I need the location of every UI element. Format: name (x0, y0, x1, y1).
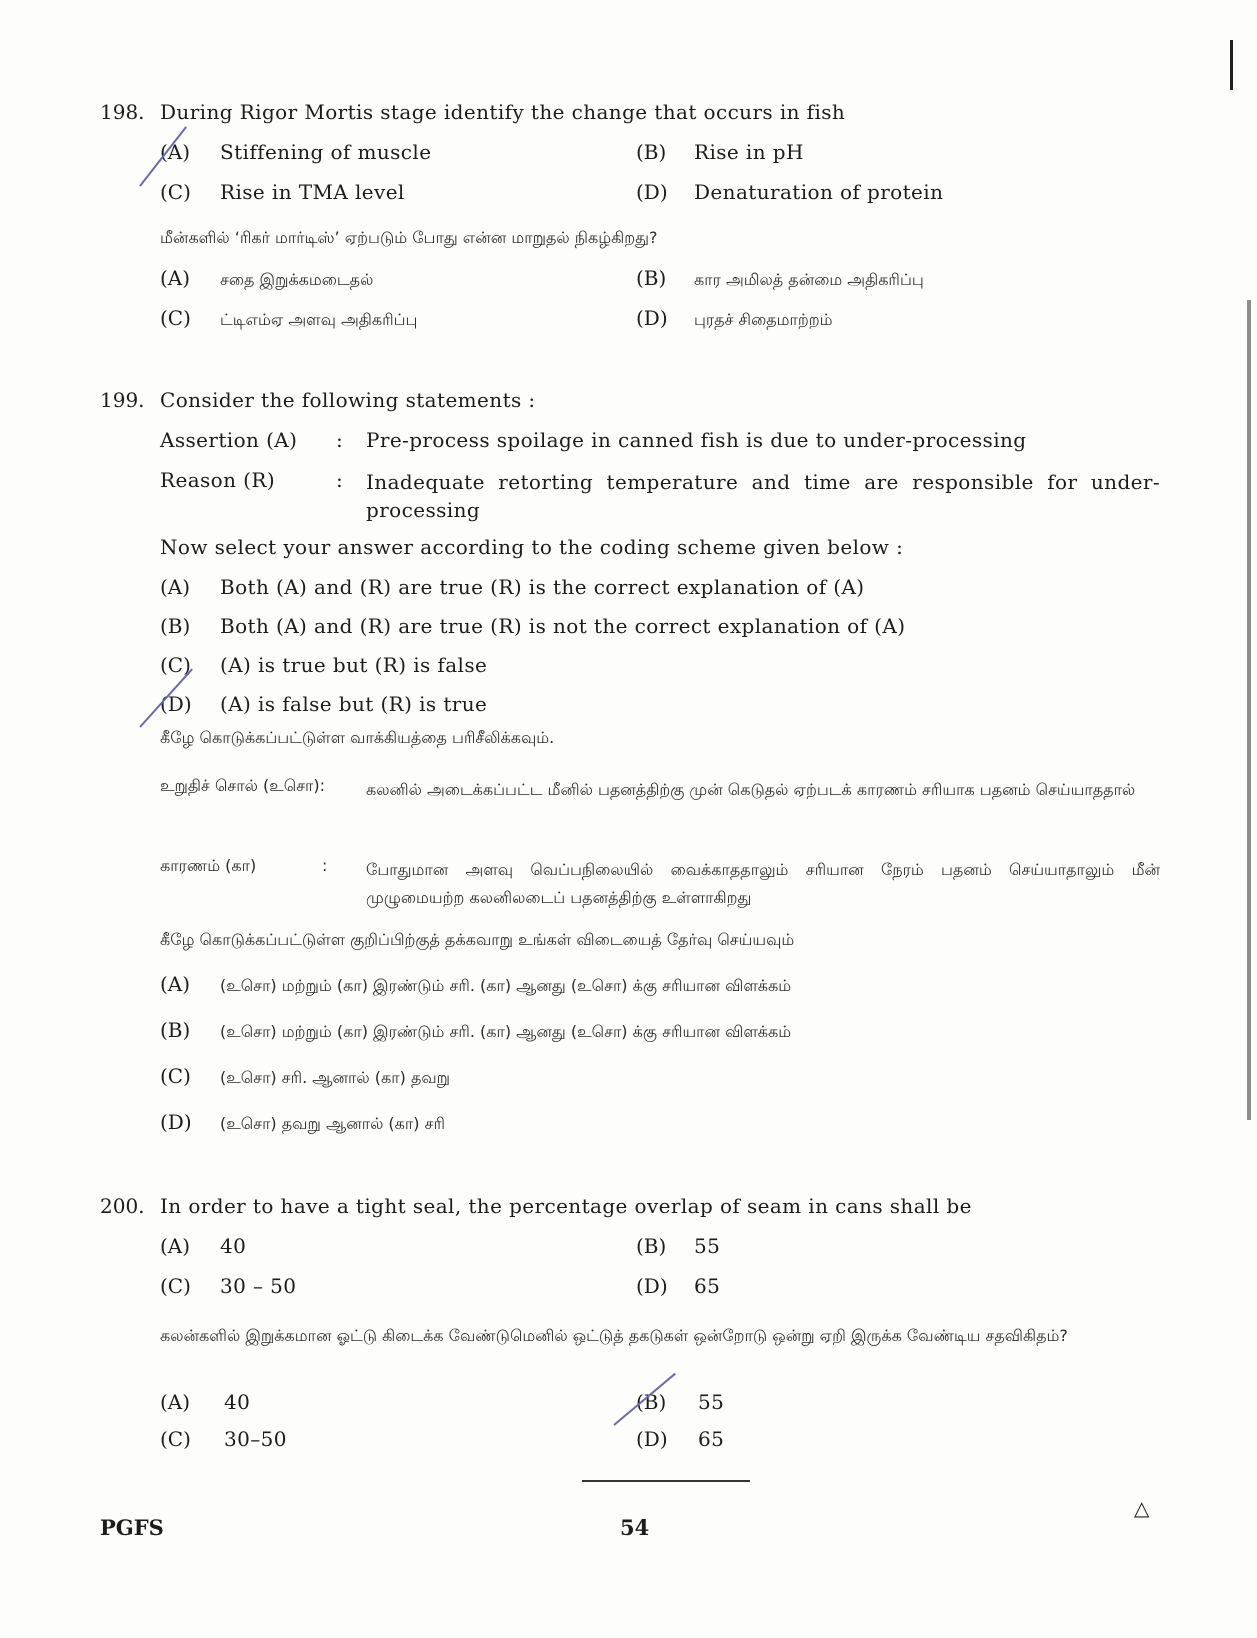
option-label: (D) (160, 692, 192, 716)
tamil-intro: கீழே கொடுக்கப்பட்டுள்ள வாக்கியத்தை பரிசீலிக்கவும். (160, 728, 555, 747)
question-number: 199. (100, 388, 145, 412)
option-text: Both (A) and (R) are true (R) is the correct explanation of (A) (220, 575, 865, 599)
option-text: 40 (224, 1390, 251, 1414)
option-label: (A) (160, 1390, 191, 1414)
assertion-label: Assertion (A) (160, 428, 298, 452)
option-label: (B) (636, 266, 667, 290)
tamil-option-text: சதை இறுக்கமடைதல் (220, 270, 374, 289)
colon: : (336, 428, 344, 452)
assertion-text: Pre-process spoilage in canned fish is due to under-processing (366, 428, 1027, 452)
question-number: 200. (100, 1194, 145, 1218)
question-text: Consider the following statements : (160, 388, 536, 412)
scan-edge-mark (1230, 40, 1233, 90)
page-number: 54 (620, 1515, 650, 1540)
triangle-icon: △ (1134, 1496, 1150, 1520)
question-text: In order to have a tight seal, the percentage overlap of seam in cans shall be (160, 1194, 972, 1218)
option-label: (C) (160, 306, 191, 330)
colon: : (336, 468, 344, 492)
option-label: (A) (160, 972, 191, 996)
question-text: During Rigor Mortis stage identify the change that occurs in fish (160, 100, 846, 124)
tamil-option-text: புரதச் சிதைமாற்றம் (694, 310, 833, 329)
option-label: (C) (160, 1064, 191, 1088)
option-label: (B) (636, 1234, 667, 1258)
tamil-question-text: மீன்களில் ‘ரிகர் மார்டிஸ்’ ஏற்படும் போது என்ன மாறுதல் நிகழ்கிறது? (160, 228, 658, 247)
option-label: (B) (636, 140, 667, 164)
tamil-question-text: கலன்களில் இறுக்கமான ஓட்டு கிடைக்க வேண்டுமெனில் ஒட்டுத் தகடுகள் ஒன்றோடு ஒன்று ஏறி இருக்க வேண்டிய சதவிகிதம்? (160, 1326, 1068, 1345)
option-text: Both (A) and (R) are true (R) is not the correct explanation of (A) (220, 614, 906, 638)
tamil-option-text: (உசொ) தவறு ஆனால் (கா) சரி (220, 1114, 445, 1133)
option-text: Rise in TMA level (220, 180, 405, 204)
option-label: (B) (160, 1018, 191, 1042)
option-text: Denaturation of protein (694, 180, 944, 204)
question-number: 198. (100, 100, 145, 124)
scan-edge-mark (1247, 300, 1251, 1120)
option-label: (C) (160, 1427, 191, 1451)
option-text: 65 (694, 1274, 721, 1298)
option-label: (A) (160, 1234, 191, 1258)
option-label: (B) (160, 614, 191, 638)
option-label: (D) (636, 1274, 668, 1298)
instruction-text: Now select your answer according to the coding scheme given below : (160, 535, 904, 559)
tamil-instruction: கீழே கொடுக்கப்பட்டுள்ள குறிப்பிற்குத் தக்கவாறு உங்கள் விடையைத் தேர்வு செய்யவும் (160, 930, 795, 949)
option-label: (A) (160, 266, 191, 290)
option-label: (C) (160, 180, 191, 204)
option-text: (A) is false but (R) is true (220, 692, 488, 716)
pen-tick-mark (613, 1373, 676, 1426)
option-text: Stiffening of muscle (220, 140, 432, 164)
option-text: (A) is true but (R) is false (220, 653, 488, 677)
option-label: (A) (160, 575, 191, 599)
tamil-reason-text: போதுமான அளவு வெப்பநிலையில் வைக்காததாலும் சரியான நேரம் பதனம் செய்யாதாலும் மீன் முழுமையற்ற கலனிலடைப் பதனத்திற்கு உள்ளாகிறது (366, 860, 1160, 907)
colon: : (322, 856, 328, 875)
option-label: (D) (636, 180, 668, 204)
tamil-assertion-label: உறுதிச் சொல் (உசொ): (160, 776, 326, 795)
option-text: 65 (698, 1427, 725, 1451)
option-label: (D) (160, 1110, 192, 1134)
footer-rule (582, 1480, 750, 1482)
tamil-option-text: (உசொ) மற்றும் (கா) இரண்டும் சரி. (கா) ஆனது (உசொ) க்கு சரியான விளக்கம் (220, 1022, 792, 1041)
option-text: 30 – 50 (220, 1274, 297, 1298)
option-text: Rise in pH (694, 140, 804, 164)
option-text: 40 (220, 1234, 247, 1258)
tamil-reason-label: காரணம் (கா) (160, 856, 257, 875)
tamil-option-text: (உசொ) சரி. ஆனால் (கா) தவறு (220, 1068, 451, 1087)
option-label: (A) (160, 140, 191, 164)
option-text: 55 (698, 1390, 725, 1414)
reason-label: Reason (R) (160, 468, 276, 492)
paper-code: PGFS (100, 1515, 164, 1540)
tamil-option-text: ட்டிஎம்ஏ அளவு அதிகரிப்பு (220, 310, 418, 329)
tamil-option-text: கார அமிலத் தன்மை அதிகரிப்பு (694, 270, 924, 289)
option-text: 30–50 (224, 1427, 287, 1451)
option-label: (D) (636, 1427, 668, 1451)
tamil-option-text: (உசொ) மற்றும் (கா) இரண்டும் சரி. (கா) ஆனது (உசொ) க்கு சரியான விளக்கம் (220, 976, 792, 995)
option-label: (D) (636, 306, 668, 330)
option-label: (C) (160, 653, 191, 677)
option-text: 55 (694, 1234, 721, 1258)
option-label: (B) (636, 1390, 667, 1414)
option-label: (C) (160, 1274, 191, 1298)
reason-text: Inadequate retorting temperature and time are responsible for under-processing (366, 470, 1160, 522)
tamil-assertion-text: கலனில் அடைக்கப்பட்ட மீனில் பதனத்திற்கு முன் கெடுதல் ஏற்படக் காரணம் சரியாக பதனம் செய்யாததால் (366, 780, 1136, 799)
